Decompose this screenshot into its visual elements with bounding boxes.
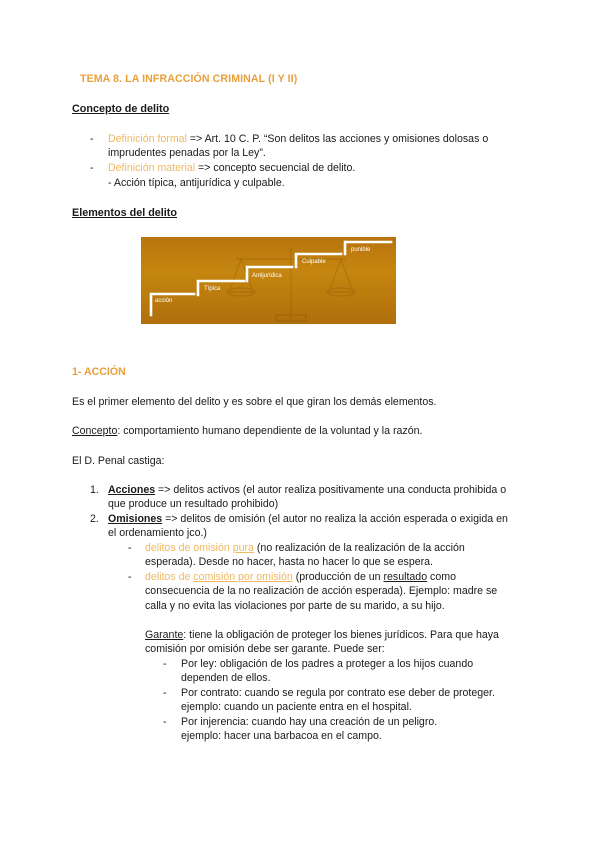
omision-pura-text: (no realización de la realización de la acción <box>253 542 465 554</box>
garante-line <box>145 629 499 641</box>
garante-item-ley-cont: dependen de ellos. <box>181 672 271 684</box>
castiga-line: El D. Penal castiga: <box>72 455 165 467</box>
omisiones-cont: el ordenamiento jco.) <box>108 527 207 539</box>
document-title: TEMA 8. LA INFRACCIÓN CRIMINAL (I Y II) <box>80 73 298 85</box>
garante-item-contrato-cont: ejemplo: cuando un paciente entra en el hospital. <box>181 701 412 713</box>
garante-item-injerencia: Por injerencia: cuando hay una creación de un peligro. <box>181 716 438 728</box>
concepto-label: Concepto <box>72 425 118 437</box>
omision-pura-term-underlined: pura <box>232 542 254 554</box>
definicion-material-line <box>108 162 355 174</box>
omisiones-term: Omisiones <box>108 513 163 525</box>
definicion-formal-line <box>108 133 488 145</box>
concepto-line <box>72 425 422 437</box>
garante-cont: comisión por omisión debe ser garante. Puede ser: <box>145 643 385 655</box>
comision-omision-text: (producción de un <box>292 571 384 583</box>
acciones-term: Acciones <box>108 484 156 496</box>
garante-item-ley: Por ley: obligación de los padres a proteger a los hijos cuando <box>181 658 474 670</box>
acciones-line <box>108 484 506 496</box>
elementos-staircase-diagram <box>141 237 396 324</box>
bullet-dash: - <box>163 658 167 670</box>
step-accion: acción <box>155 298 173 304</box>
bullet-dash: - <box>163 687 167 699</box>
comision-omision-line <box>145 571 456 583</box>
bullet-dash: - <box>163 716 167 728</box>
definicion-material-text: => concepto secuencial de delito. <box>195 162 356 174</box>
step-tipica: Típica <box>204 286 221 292</box>
heading-elementos: Elementos del delito <box>72 207 177 219</box>
comision-omision-text-end: como <box>427 571 456 583</box>
garante-label: Garante <box>145 629 184 641</box>
definicion-formal-text: => Art. 10 C. P. “Son delitos las acciones y omisiones dolosas o <box>186 133 489 145</box>
definicion-formal-cont: imprudentes penadas por la Ley”. <box>108 147 266 159</box>
accion-intro: Es el primer elemento del delito y es sobre el que giran los demás elementos. <box>72 396 437 408</box>
concepto-text: : comportamiento humano dependiente de la voluntad y la razón. <box>117 425 423 437</box>
bullet-dash: - <box>128 571 132 583</box>
heading-accion: 1- ACCIÓN <box>72 366 126 378</box>
acciones-cont: que produce un resultado prohibido) <box>108 498 279 510</box>
comision-omision-term-underlined: comisión por omisión <box>193 571 293 583</box>
list-number: 1. <box>90 484 99 496</box>
omisiones-line <box>108 513 508 525</box>
comision-omision-term: delitos de <box>145 571 194 583</box>
list-number: 2. <box>90 513 99 525</box>
omisiones-text: => delitos de omisión (el autor no realiza la acción esperada o exigida en <box>162 513 508 525</box>
bullet-dash: - <box>128 542 132 554</box>
bullet-dash: - <box>90 133 94 145</box>
resultado-word: resultado <box>383 571 428 583</box>
definicion-formal-term: Definición formal <box>108 133 187 145</box>
definicion-material-term: Definición material <box>108 162 196 174</box>
comision-omision-cont-2: calla y no evita las violaciones por parte de su marido, a su hijo. <box>145 600 445 612</box>
garante-item-injerencia-cont: ejemplo: hacer una barbacoa en el campo. <box>181 730 382 742</box>
acciones-text: => delitos activos (el autor realiza positivamente una conducta prohibida o <box>155 484 507 496</box>
definicion-material-sub: - Acción típica, antijurídica y culpable. <box>108 177 285 189</box>
step-antijuridica: Antijurídica <box>252 273 282 279</box>
garante-item-contrato: Por contrato: cuando se regula por contrato ese deber de proteger. <box>181 687 495 699</box>
garante-text: : tiene la obligación de proteger los bienes jurídicos. Para que haya <box>183 629 499 641</box>
omision-pura-line <box>145 542 465 554</box>
heading-concepto: Concepto de delito <box>72 103 170 115</box>
omision-pura-term: delitos de omisión <box>145 542 233 554</box>
omision-pura-cont: esperada). Desde no hacer, hasta no hacer lo que se espera. <box>145 556 433 568</box>
comision-omision-cont: consecuencia de la no realización de acción esperada). Ejemplo: madre se <box>145 585 498 597</box>
step-punible: punible <box>351 247 371 253</box>
step-culpable: Culpable <box>302 259 326 265</box>
bullet-dash: - <box>90 162 94 174</box>
